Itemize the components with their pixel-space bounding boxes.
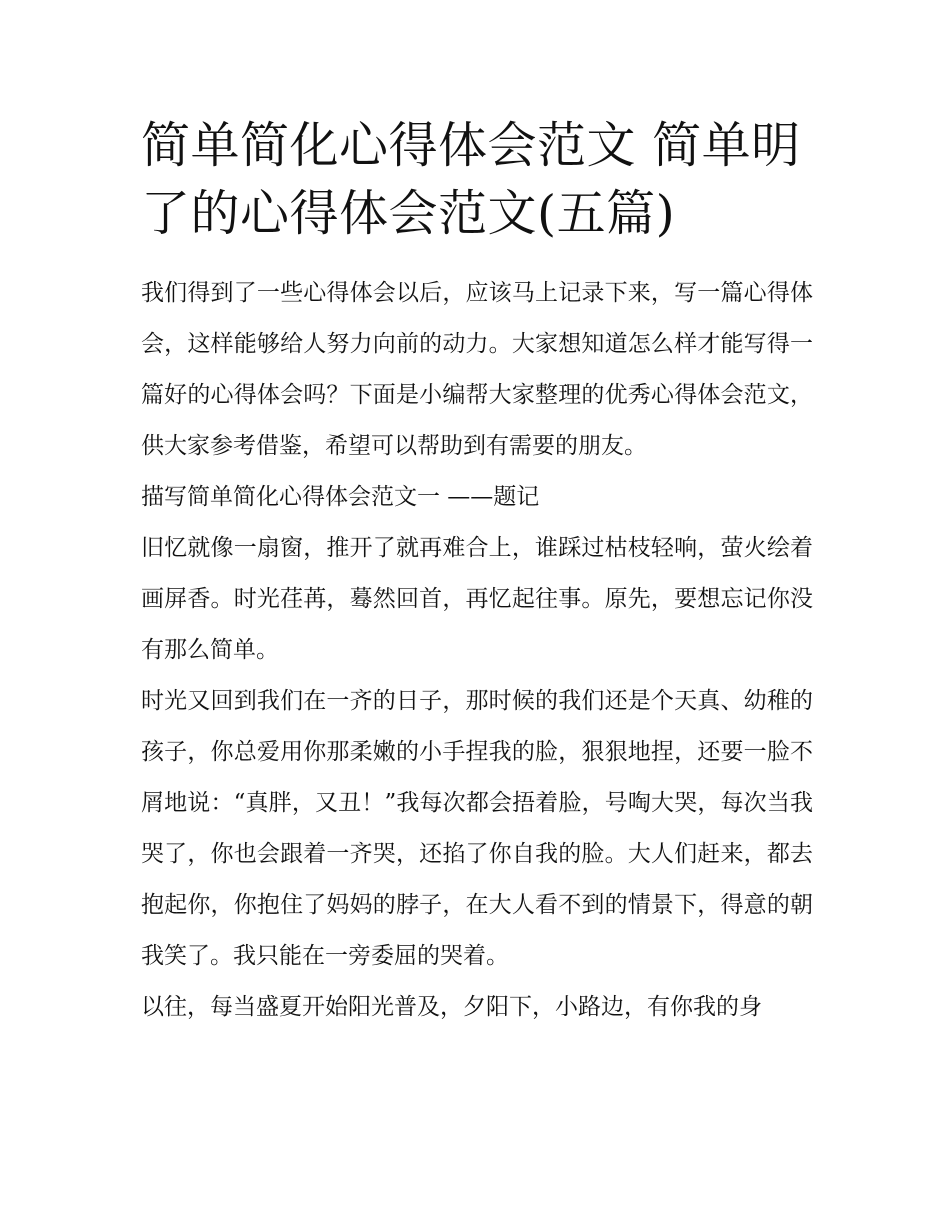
- body-paragraph: 时光又回到我们在一齐的日子，那时候的我们还是个天真、幼稚的孩子，你总爱用你那柔嫩的小手捏我的脸，狠狠地捏，还要一脸不屑地说：“真胖，又丑！”我每次都会捂着脸，号啕大哭，每次当我哭了，你也会跟着一齐哭，还掐了你自我的脸。大人们赶来，都去抱起你，你抱住了妈妈的脖子，在大人看不到的情景下，得意的朝我笑了。我只能在一旁委屈的哭着。: [141, 688, 813, 969]
- body-paragraph: 以往，每当盛夏开始阳光普及，夕阳下，小路边，有你我的身: [141, 994, 762, 1020]
- body-text: [141, 268, 813, 1033]
- section-heading: 描写简单简化心得体会范文一 ——题记: [141, 484, 540, 510]
- page-title: [141, 112, 813, 248]
- body-paragraph: 旧忆就像一扇窗，推开了就再难合上，谁踩过枯枝轻响，萤火绘着画屏香。时光荏苒，蓦然回首，再忆起往事。原先，要想忘记你没有那么简单。: [141, 535, 813, 663]
- title-line-2: 了的心得体会范文(五篇): [141, 185, 676, 242]
- document-content: [141, 112, 813, 1033]
- intro-paragraph: 我们得到了一些心得体会以后，应该马上记录下来，写一篇心得体会，这样能够给人努力向前的动力。大家想知道怎么样才能写得一篇好的心得体会吗？下面是小编帮大家整理的优秀心得体会范文，供大家参考借鉴，希望可以帮助到有需要的朋友。: [141, 280, 813, 459]
- title-line-1: 简单简化心得体会范文 简单明: [141, 117, 801, 174]
